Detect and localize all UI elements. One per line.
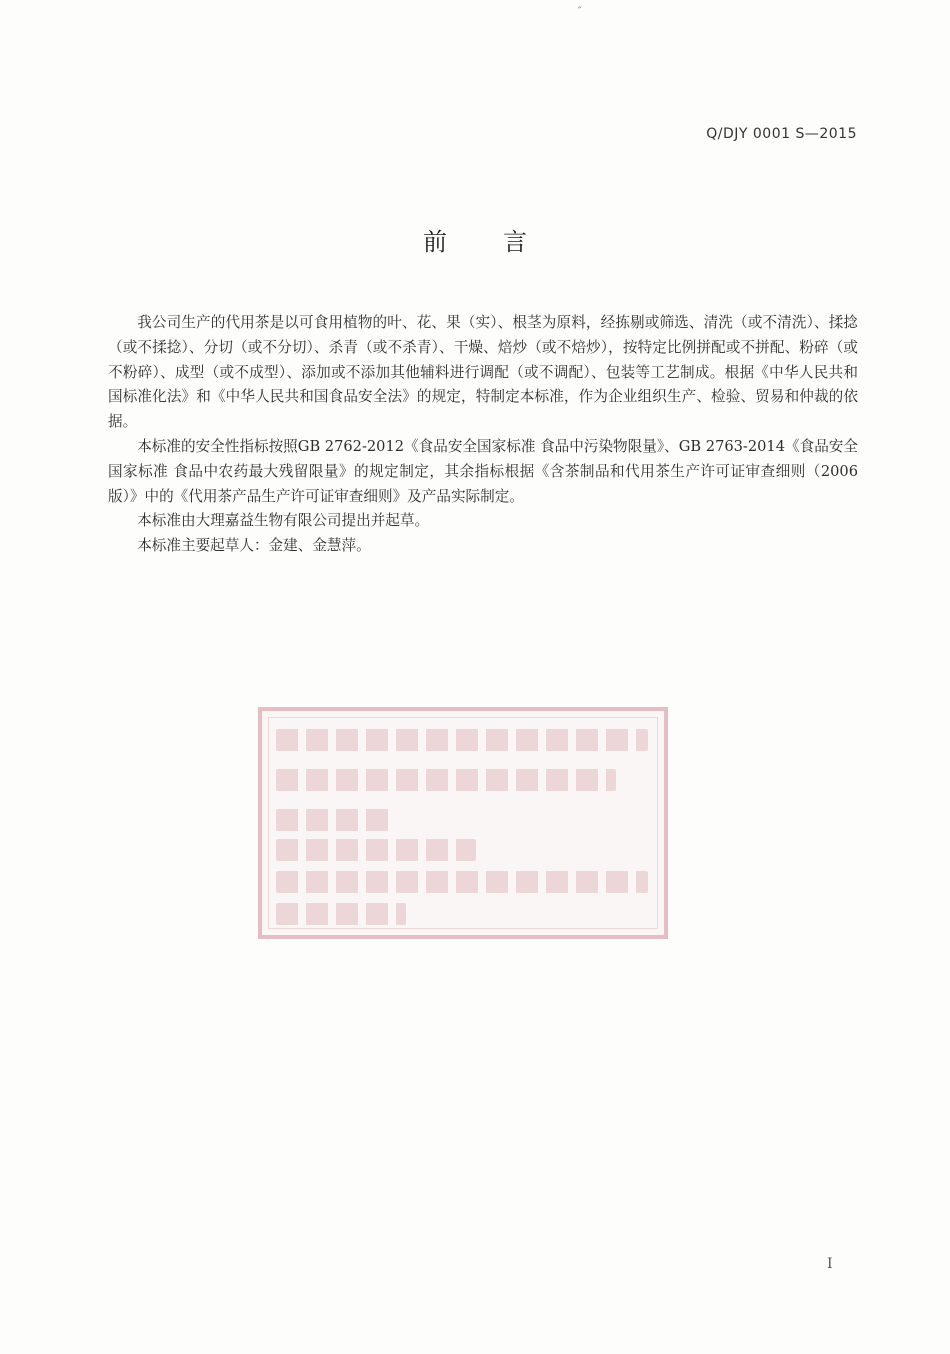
standard-code: Q/DJY 0001 S—2015	[706, 126, 857, 142]
registration-stamp	[258, 707, 668, 939]
scan-mark: ″	[578, 6, 582, 17]
paragraph-scope: 我公司生产的代用茶是以可食用植物的叶、花、果（实）、根茎为原料，经拣剔或筛选、清洗（或不清洗）、揉捻（或不揉捻）、分切（或不分切）、杀青（或不杀青）、干燥、焙炒（或不焙炒），按特定比例拼配或不拼配、粉碎（或不粉碎）、成型（或不成型）、添加或不添加其他辅料进行调配（或不调配）、包装等工艺制成。根据《中华人民共和国标准化法》和《中华人民共和国食品安全法》的规定，特制定本标准，作为企业组织生产、检验、贸易和仲裁的依据。	[108, 314, 858, 431]
preface-body	[108, 311, 858, 559]
stamp-text-line	[276, 871, 648, 893]
stamp-text-line	[276, 839, 476, 861]
page-number: I	[827, 1256, 833, 1272]
page-title: 前言	[423, 228, 583, 256]
paragraph-safety-basis: 本标准的安全性指标按照GB 2762-2012《食品安全国家标准 食品中污染物限量》、GB 2763-2014《食品安全国家标准 食品中农药最大残留限量》的规定制定，其余指标根据《含茶制品和代用茶生产许可证审查细则（2006版）》中的《代用茶产品生产许可证审查细则》及产品实际制定。	[108, 437, 858, 505]
paragraph-drafters: 本标准主要起草人：金建、金慧萍。	[137, 537, 371, 555]
stamp-text-line	[276, 809, 396, 831]
paragraph-drafter-company: 本标准由大理嘉益生物有限公司提出并起草。	[137, 512, 430, 530]
stamp-text-line	[276, 903, 406, 925]
stamp-text-line	[276, 729, 648, 751]
stamp-text-line	[276, 769, 616, 791]
